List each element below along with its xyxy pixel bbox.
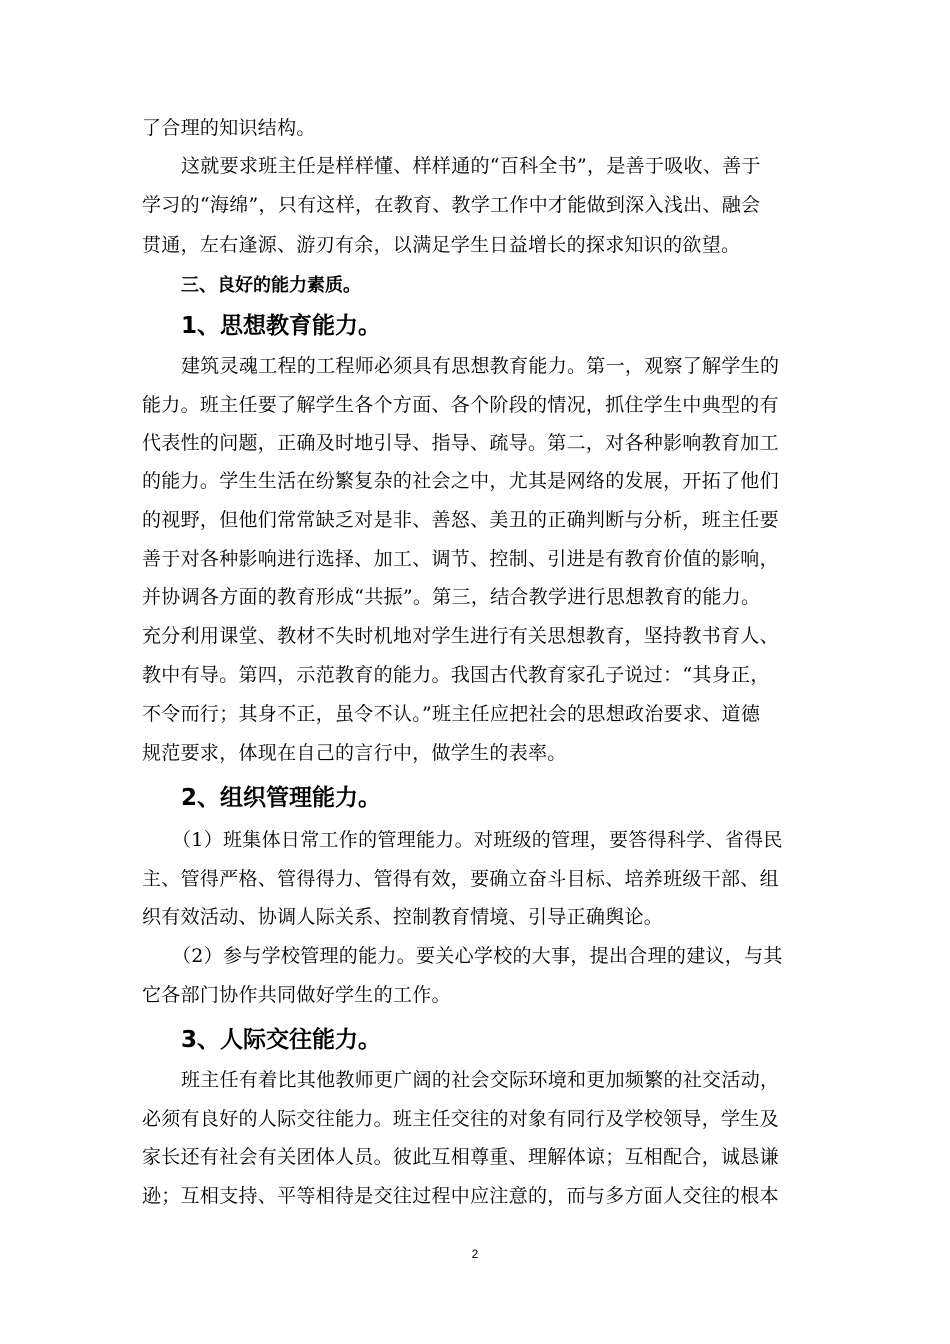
paragraph-line: 代表性的问题，正确及时地引导、指导、疏导。第二，对各种影响教育加工 bbox=[142, 432, 779, 454]
subsection-heading: 1、思想教育能力。 bbox=[181, 313, 382, 339]
paragraph-line: 贯通，左右逢源、游刃有余，以满足学生日益增长的探求知识的欲望。 bbox=[142, 234, 741, 256]
paragraph-line: 不令而行；其身不正，虽令不认。”班主任应把社会的思想政治要求、道德 bbox=[142, 703, 761, 725]
paragraph-line: （1）班集体日常工作的管理能力。对班级的管理，要答得科学、省得民 bbox=[172, 829, 783, 851]
paragraph-line: （2）参与学校管理的能力。要关心学校的大事，提出合理的建议，与其 bbox=[172, 945, 783, 967]
paragraph-line: 建筑灵魂工程的工程师必须具有思想教育能力。第一，观察了解学生的 bbox=[181, 355, 780, 377]
paragraph-line: 能力。班主任要了解学生各个方面、各个阶段的情况，抓住学生中典型的有 bbox=[142, 394, 779, 416]
paragraph-line: 善于对各种影响进行选择、加工、调节、控制、引进是有教育价值的影响， bbox=[142, 548, 779, 570]
paragraph-line: 班主任有着比其他教师更广阔的社会交际环境和更加频繁的社交活动， bbox=[181, 1069, 780, 1091]
paragraph-line: 充分利用课堂、教材不失时机地对学生进行有关思想教育，坚持教书育人、 bbox=[142, 625, 779, 647]
paragraph-line: 的能力。学生生活在纷繁复杂的社会之中，尤其是网络的发展，开拓了他们 bbox=[142, 470, 779, 492]
page-number: 2 bbox=[471, 1247, 479, 1261]
paragraph-line: 主、管得严格、管得得力、管得有效，要确立奋斗目标、培养班级干部、组 bbox=[142, 868, 779, 890]
paragraph-line: 了合理的知识结构。 bbox=[142, 117, 316, 139]
subsection-heading: 2、组织管理能力。 bbox=[181, 785, 382, 811]
paragraph-line: 学习的“海绵”，只有这样，在教育、教学工作中才能做到深入浅出、融会 bbox=[142, 194, 761, 216]
subsection-heading: 3、人际交往能力。 bbox=[181, 1027, 382, 1053]
paragraph-line: 家长还有社会有关团体人员。彼此互相尊重、理解体谅；互相配合，诚恳谦 bbox=[142, 1146, 779, 1168]
section-title: 三、良好的能力素质。 bbox=[181, 275, 361, 296]
paragraph-line: 教中有导。第四，示范教育的能力。我国古代教育家孔子说过：“其身正， bbox=[142, 664, 770, 686]
paragraph-line: 织有效活动、协调人际关系、控制教育情境、引导正确舆论。 bbox=[142, 906, 664, 928]
paragraph-line: 并协调各方面的教育形成“共振”。第三，结合教学进行思想教育的能力。 bbox=[142, 586, 761, 608]
paragraph-line: 它各部门协作共同做好学生的工作。 bbox=[142, 984, 451, 1006]
paragraph-line: 必须有良好的人际交往能力。班主任交往的对象有同行及学校领导，学生及 bbox=[142, 1108, 779, 1130]
paragraph-line: 逊；互相支持、平等相待是交往过程中应注意的，而与多方面人交往的根本 bbox=[142, 1185, 779, 1207]
paragraph-line: 的视野，但他们常常缺乏对是非、善怒、美丑的正确判断与分析，班主任要 bbox=[142, 509, 779, 531]
paragraph-line: 这就要求班主任是样样懂、样样通的“百科全书”，是善于吸收、善于 bbox=[181, 155, 761, 177]
paragraph-line: 规范要求，体现在自己的言行中，做学生的表率。 bbox=[142, 742, 567, 764]
